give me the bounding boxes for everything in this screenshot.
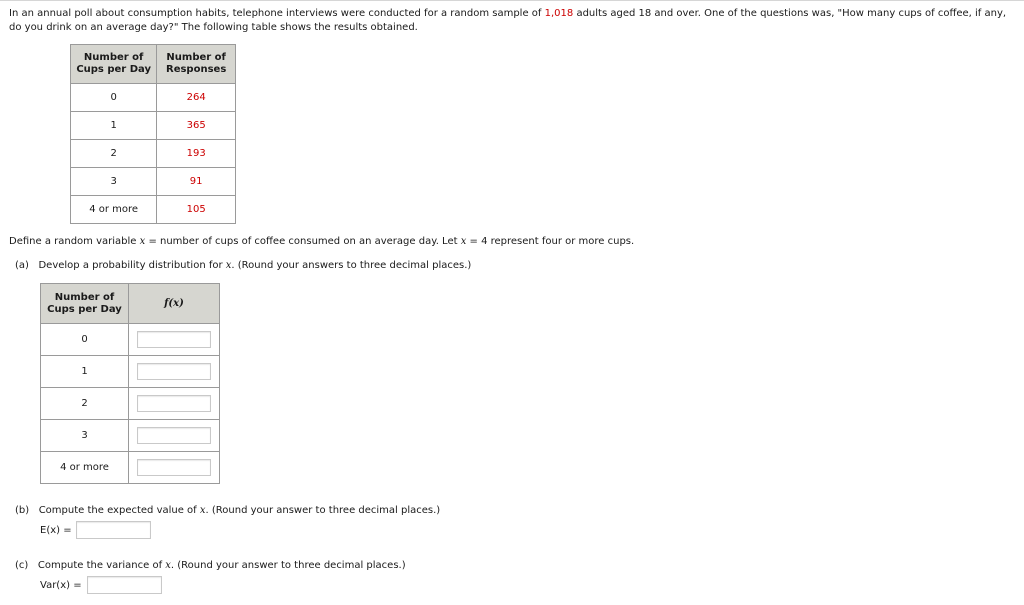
expected-value-input[interactable] — [76, 521, 151, 539]
table-row: 3 — [41, 420, 220, 452]
table-row: 2 — [41, 388, 220, 420]
table-row: 1 — [41, 356, 220, 388]
col-header-cups: Number of Cups per Day — [41, 284, 129, 324]
fx-input-1[interactable] — [137, 363, 211, 380]
intro-paragraph: In an annual poll about consumption habits, telephone interviews were conducted for a random sample of 1,018 adults aged 18 and over. One of the questions was, "How many cups of coffee, if any, do you drink on an average day?" The following table shows the results obtained. — [9, 8, 1007, 33]
variance-label: Var(x) = — [40, 580, 82, 591]
col-header-responses: Number of Responses — [157, 45, 236, 84]
part-c-prompt: (c) Compute the variance of x. (Round your answer to three decimal places.) — [15, 560, 406, 571]
probability-distribution-table — [40, 283, 220, 484]
part-b-prompt: (b) Compute the expected value of x. (Round your answer to three decimal places.) — [15, 505, 441, 516]
table-row: 0 264 — [71, 84, 236, 112]
fx-input-3[interactable] — [137, 427, 211, 444]
table-row: 2 193 — [71, 140, 236, 168]
define-variable-text: Define a random variable x = number of cups of coffee consumed on an average day. Let x = 4 represent four or more cups. — [9, 236, 635, 247]
table-row: 0 — [41, 324, 220, 356]
table-row: 4 or more 105 — [71, 196, 236, 224]
sample-size: 1,018 — [544, 8, 574, 19]
responses-table — [70, 44, 236, 224]
top-divider — [0, 0, 1024, 1]
table-row: 1 365 — [71, 112, 236, 140]
fx-input-0[interactable] — [137, 331, 211, 348]
table-row: 4 or more — [41, 452, 220, 484]
fx-input-4[interactable] — [137, 459, 211, 476]
fx-input-2[interactable] — [137, 395, 211, 412]
variance-input[interactable] — [87, 576, 162, 594]
col-header-cups: Number of Cups per Day — [71, 45, 157, 84]
col-header-fx: f(x) — [129, 284, 220, 324]
expected-value-label: E(x) = — [40, 525, 72, 536]
part-a-prompt: (a) Develop a probability distribution for x. (Round your answers to three decimal places.) — [15, 260, 472, 271]
table-row: 3 91 — [71, 168, 236, 196]
